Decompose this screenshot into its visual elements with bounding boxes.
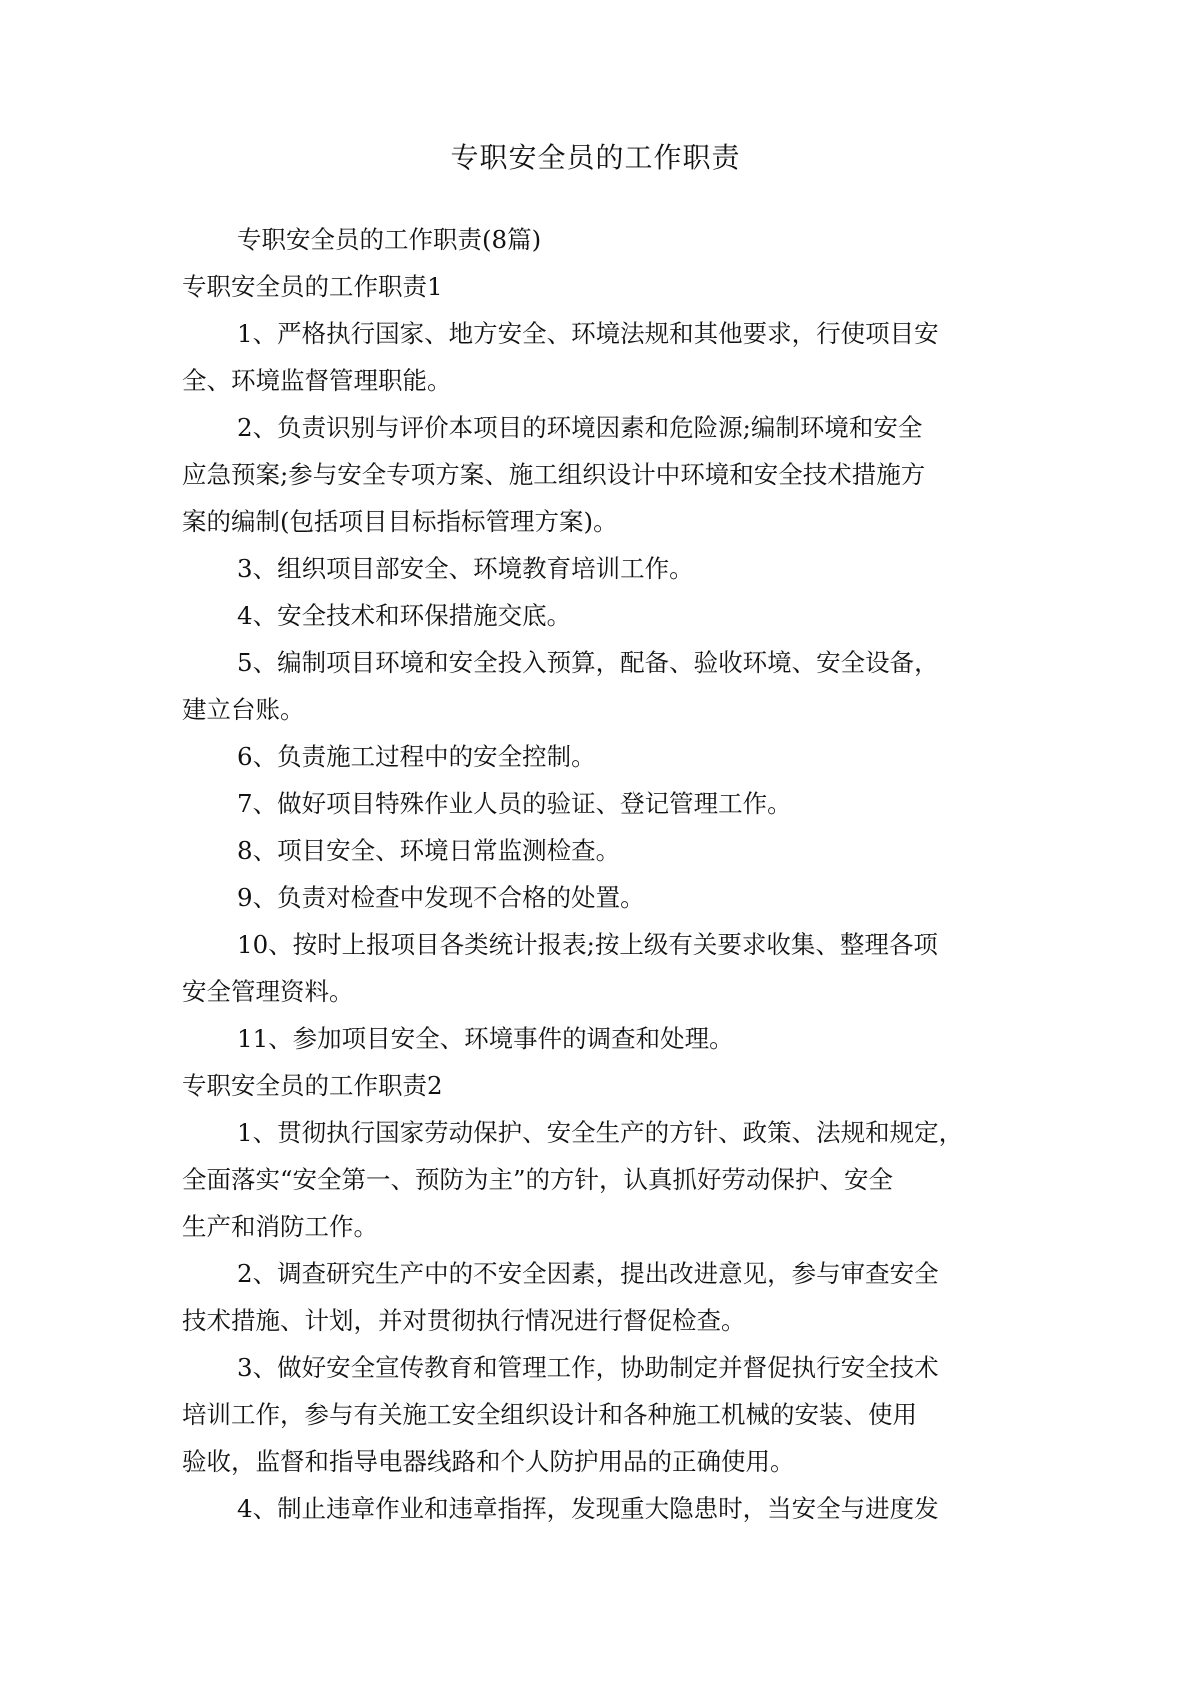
text-line: 全面落实“安全第一、预防为主”的方针，认真抓好劳动保护、安全	[182, 1165, 894, 1194]
text-line: 1、贯彻执行国家劳动保护、安全生产的方针、政策、法规和规定，	[237, 1118, 964, 1147]
text-line: 5、编制项目环境和安全投入预算，配备、验收环境、安全设备，	[237, 648, 939, 677]
text-line: 11、参加项目安全、环境事件的调查和处理。	[237, 1024, 734, 1053]
text-line: 专职安全员的工作职责(8篇)	[237, 225, 542, 254]
text-line: 3、组织项目部安全、环境教育培训工作。	[237, 554, 694, 583]
text-line: 4、安全技术和环保措施交底。	[237, 601, 572, 630]
text-line: 专职安全员的工作职责1	[182, 272, 443, 301]
text-line: 8、项目安全、环境日常监测检查。	[237, 836, 621, 865]
document-body	[182, 216, 1014, 1532]
text-line: 6、负责施工过程中的安全控制。	[237, 742, 596, 771]
document-title: 专职安全员的工作职责	[450, 141, 741, 174]
text-line: 1、严格执行国家、地方安全、环境法规和其他要求，行使项目安	[237, 319, 939, 348]
text-line: 4、制止违章作业和违章指挥，发现重大隐患时，当安全与进度发	[237, 1494, 939, 1523]
text-line: 2、负责识别与评价本项目的环境因素和危险源;编制环境和安全	[237, 413, 923, 442]
text-line: 生产和消防工作。	[182, 1212, 378, 1241]
text-line: 建立台账。	[182, 695, 305, 724]
text-line: 10、按时上报项目各类统计报表;按上级有关要求收集、整理各项	[237, 930, 938, 959]
text-line: 全、环境监督管理职能。	[182, 366, 452, 395]
text-line: 安全管理资料。	[182, 977, 354, 1006]
text-line: 2、调查研究生产中的不安全因素，提出改进意见，参与审查安全	[237, 1259, 939, 1288]
text-line: 应急预案;参与安全专项方案、施工组织设计中环境和安全技术措施方	[182, 460, 926, 489]
text-line: 7、做好项目特殊作业人员的验证、登记管理工作。	[237, 789, 792, 818]
text-line: 3、做好安全宣传教育和管理工作，协助制定并督促执行安全技术	[237, 1353, 939, 1382]
text-line: 专职安全员的工作职责2	[182, 1071, 443, 1100]
text-line: 培训工作，参与有关施工安全组织设计和各种施工机械的安装、使用	[182, 1400, 917, 1429]
text-line: 验收，监督和指导电器线路和个人防护用品的正确使用。	[182, 1447, 795, 1476]
text-line: 技术措施、计划，并对贯彻执行情况进行督促检查。	[182, 1306, 746, 1335]
text-line: 9、负责对检查中发现不合格的处置。	[237, 883, 645, 912]
text-line: 案的编制(包括项目目标指标管理方案)。	[182, 507, 618, 536]
